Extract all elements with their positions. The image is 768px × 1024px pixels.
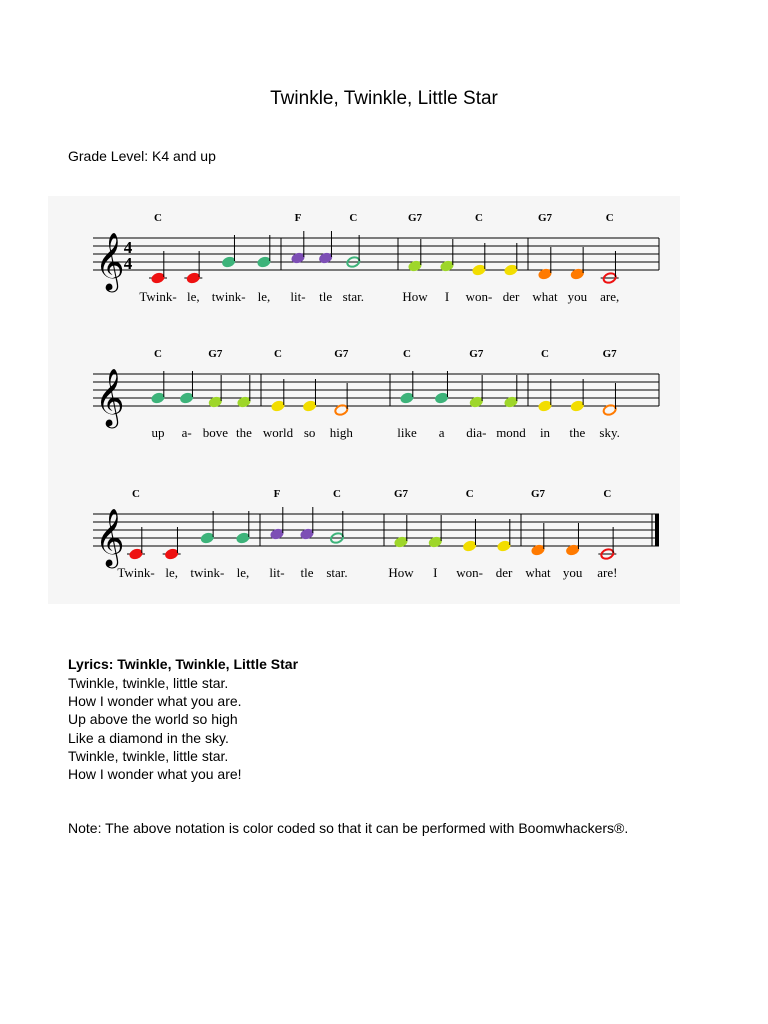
lyric-syllable: dia-: [466, 425, 487, 440]
lyric-syllable: twink-: [190, 565, 225, 580]
lyric-syllable: tle: [300, 565, 314, 580]
lyric-syllable: der: [495, 565, 513, 580]
chord-symbol: C: [132, 488, 140, 500]
lyric-syllable: world: [262, 425, 294, 440]
note-head: [129, 548, 144, 561]
sheet-music-svg: [48, 196, 680, 604]
lyric-syllable: high: [329, 425, 353, 440]
lyric-syllable: the: [236, 425, 252, 440]
lyric-syllable: le,: [187, 289, 200, 304]
note-head: [151, 392, 166, 405]
note-head: [271, 400, 286, 413]
lyric-syllable: How: [388, 565, 414, 580]
lyric-syllable: How: [402, 289, 428, 304]
chord-symbol: C: [541, 348, 549, 360]
final-barline-icon: [655, 514, 659, 546]
lyric-syllable: are,: [600, 289, 620, 304]
chord-symbol: G7: [530, 488, 546, 500]
staff-system: [93, 212, 659, 304]
lyric-syllable: a-: [181, 425, 192, 440]
lyric-syllable: you: [567, 289, 588, 304]
time-signature-top: 4: [123, 238, 133, 257]
chord-symbol: G7: [334, 348, 349, 360]
lyric-syllable: Twink-: [139, 289, 177, 304]
note-head: [462, 540, 477, 553]
lyric-syllable: bove: [202, 425, 228, 440]
lyric-line: How I wonder what you are.: [68, 693, 242, 710]
lyric-syllable: what: [532, 289, 558, 304]
lyrics-block: [68, 674, 242, 783]
chord-symbol: G7: [208, 348, 223, 360]
chord-symbol: G7: [393, 488, 409, 500]
chord-symbol: F: [273, 488, 281, 500]
treble-clef-icon: 𝄞: [95, 508, 125, 566]
lyric-syllable: mond: [496, 425, 526, 440]
lyric-syllable: I: [444, 289, 450, 304]
lyric-line: Like a diamond in the sky.: [68, 729, 229, 746]
lyric-syllable: le,: [165, 565, 178, 580]
lyric-syllable: won-: [465, 289, 493, 304]
chord-symbol: C: [333, 488, 341, 500]
note-head: [179, 392, 194, 405]
note-head: [236, 532, 251, 545]
page-title: Twinkle, Twinkle, Little Star: [270, 88, 498, 109]
note-head: [504, 264, 519, 277]
lyric-syllable: up: [151, 425, 165, 440]
chord-symbol: G7: [407, 212, 423, 224]
treble-clef-icon: 𝄞: [95, 368, 125, 426]
note-head: [302, 400, 317, 413]
lyric-syllable: what: [525, 565, 551, 580]
lyric-syllable: the: [569, 425, 586, 440]
grade-level: Grade Level: K4 and up: [68, 148, 216, 164]
lyric-line: Twinkle, twinkle, little star.: [68, 747, 229, 764]
note-head: [434, 392, 449, 405]
note-head: [538, 400, 553, 413]
staff-system: [93, 348, 659, 440]
staff-system: [93, 488, 659, 580]
chord-symbol: G7: [602, 348, 617, 360]
note-head: [400, 392, 415, 405]
lyric-syllable: le,: [236, 565, 250, 580]
lyric-syllable: sky.: [599, 425, 620, 440]
chord-symbol: C: [274, 348, 282, 360]
lyric-line: Up above the world so high: [68, 711, 238, 728]
lyric-syllable: like: [397, 425, 417, 440]
lyric-syllable: star.: [342, 289, 364, 304]
lyric-syllable: you: [562, 565, 583, 580]
note-head: [472, 264, 487, 277]
chord-symbol: C: [605, 212, 614, 224]
chord-symbol: C: [603, 488, 612, 500]
note-head: [570, 400, 585, 413]
chord-symbol: G7: [469, 348, 484, 360]
lyric-syllable: in: [539, 425, 551, 440]
sheet-music: [48, 196, 680, 604]
chord-symbol: C: [154, 212, 162, 224]
note-head: [221, 256, 236, 269]
lyric-syllable: so: [303, 425, 316, 440]
lyric-syllable: are!: [597, 565, 618, 580]
lyrics-heading: Lyrics: Twinkle, Twinkle, Little Star: [68, 656, 299, 672]
chord-symbol: G7: [537, 212, 553, 224]
chord-symbol: F: [294, 212, 302, 224]
lyric-syllable: star.: [326, 565, 348, 580]
lyric-syllable: lit-: [269, 565, 285, 580]
chord-symbol: C: [154, 348, 162, 360]
note-head: [257, 256, 272, 269]
lyric-syllable: a: [438, 425, 445, 440]
time-signature-bottom: 4: [123, 254, 133, 273]
lyric-syllable: twink-: [211, 289, 246, 304]
chord-symbol: C: [465, 488, 474, 500]
notation-note: Note: The above notation is color coded so that it can be performed with Boomwhackers®.: [68, 820, 629, 836]
chord-symbol: C: [475, 212, 483, 224]
lyric-line: Twinkle, twinkle, little star.: [68, 675, 229, 691]
note-head: [200, 532, 215, 545]
treble-clef-icon: 𝄞: [95, 232, 125, 290]
note-head: [186, 272, 201, 285]
lyric-syllable: tle: [319, 289, 333, 304]
chord-symbol: C: [349, 212, 358, 224]
lyric-syllable: won-: [456, 565, 484, 580]
note-head: [164, 548, 179, 561]
chord-symbol: C: [403, 348, 411, 360]
lyric-syllable: le,: [257, 289, 271, 304]
lyric-syllable: Twink-: [117, 565, 155, 580]
note-head: [151, 272, 166, 285]
note-head: [497, 540, 512, 553]
lyric-syllable: der: [502, 289, 520, 304]
lyric-syllable: I: [433, 565, 438, 580]
lyric-line: How I wonder what you are!: [68, 766, 242, 783]
lyric-syllable: lit-: [290, 289, 306, 304]
